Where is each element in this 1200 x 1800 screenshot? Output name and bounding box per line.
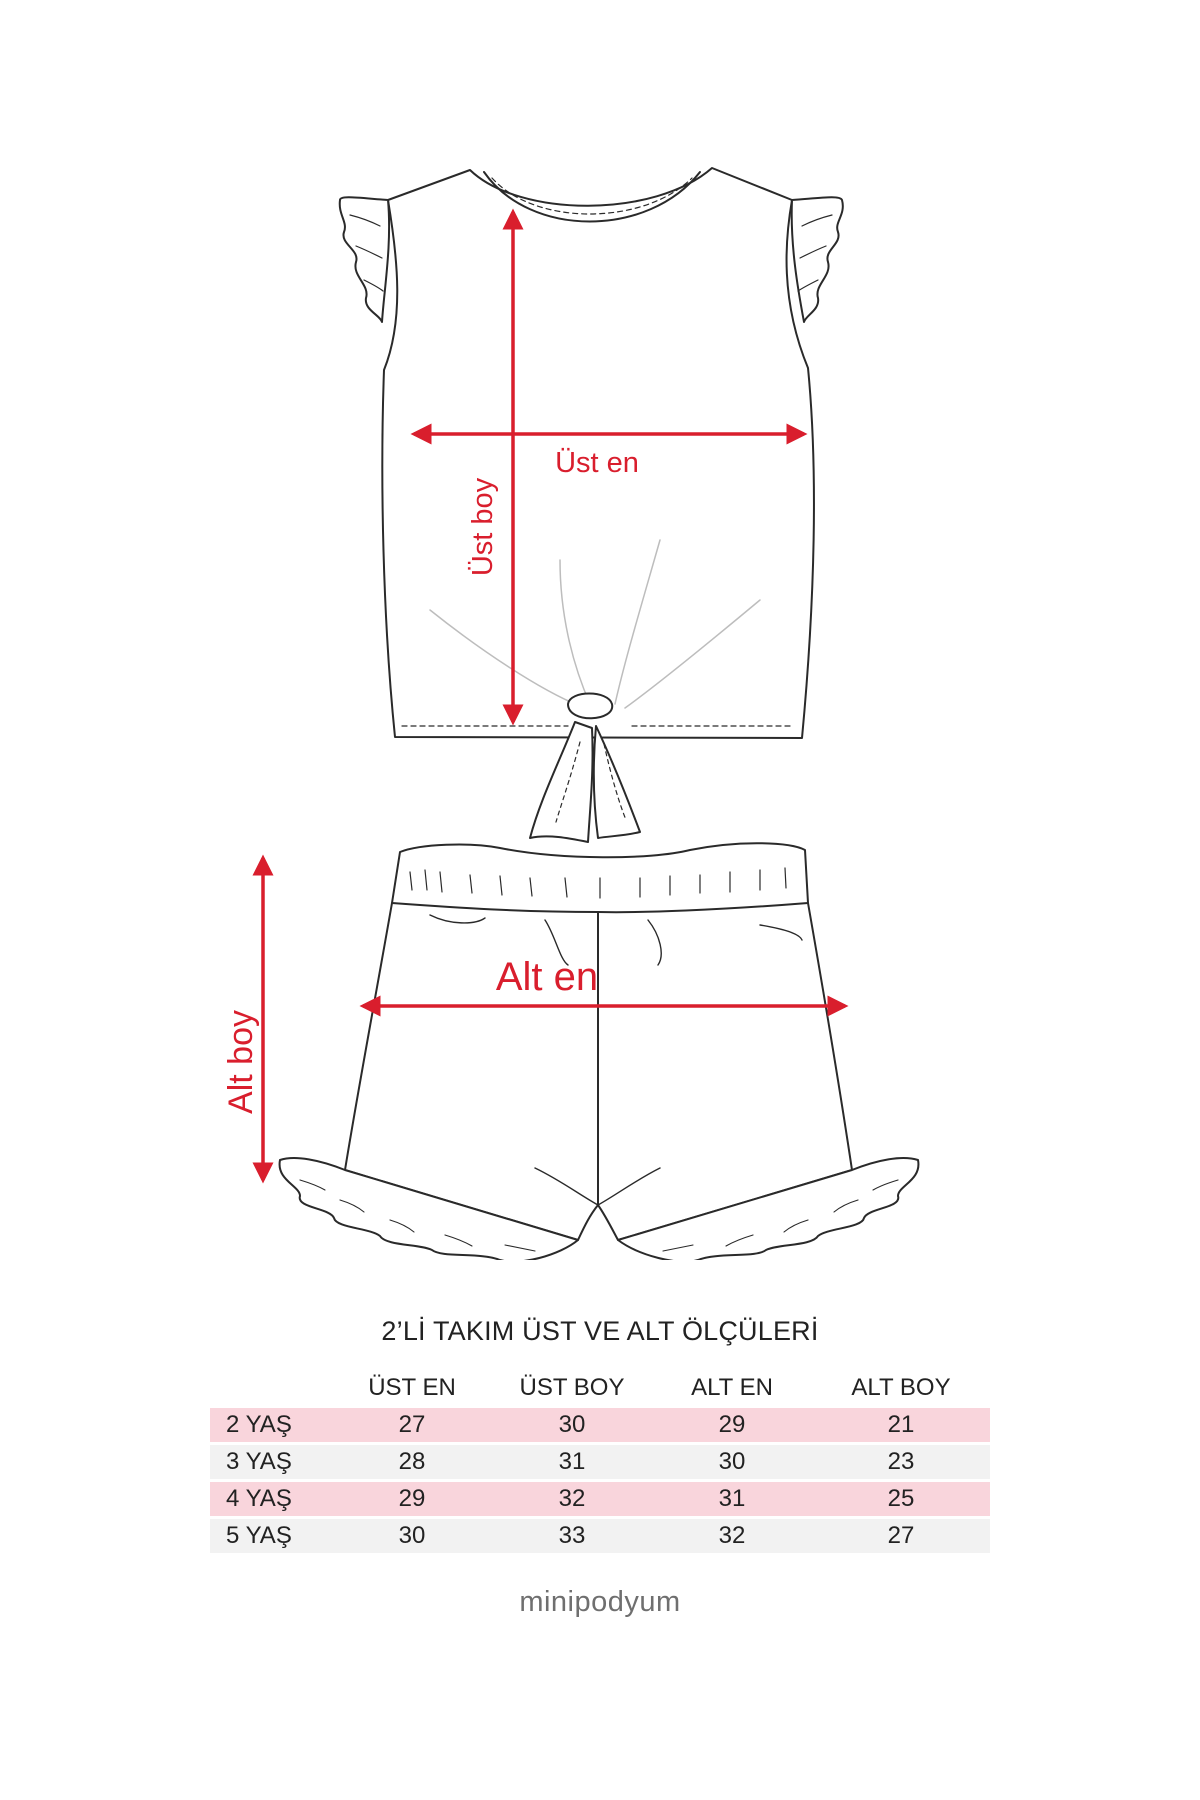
ust-boy-label: Üst boy — [467, 477, 499, 577]
table-header-alt-en: ALT EN — [691, 1374, 773, 1401]
table-cell: 32 — [492, 1481, 652, 1518]
table-cell: 29 — [332, 1481, 492, 1518]
table-cell: 21 — [812, 1408, 990, 1444]
table-row — [210, 1481, 990, 1518]
table-cell: 31 — [652, 1481, 812, 1518]
size-label: 4 YAŞ — [210, 1481, 332, 1518]
table-cell: 25 — [812, 1481, 990, 1518]
table-row — [210, 1408, 990, 1444]
ust-en-label: Üst en — [555, 447, 639, 479]
table-cell: 30 — [492, 1408, 652, 1444]
table-cell: 29 — [652, 1408, 812, 1444]
table-cell: 32 — [652, 1518, 812, 1555]
alt-en-label: Alt en — [495, 955, 599, 999]
table-cell: 27 — [812, 1518, 990, 1555]
table-header-ust-en: ÜST EN — [368, 1374, 456, 1401]
alt-boy-label: Alt boy — [222, 1010, 260, 1114]
table-header-empty — [210, 1368, 332, 1408]
table-cell: 28 — [332, 1444, 492, 1481]
table-cell: 23 — [812, 1444, 990, 1481]
table-header-alt-boy: ALT BOY — [851, 1374, 951, 1401]
size-table-title: 2’Lİ TAKIM ÜST VE ALT ÖLÇÜLERİ — [381, 1316, 819, 1346]
size-table — [210, 1368, 990, 1556]
table-cell: 33 — [492, 1518, 652, 1555]
size-label: 3 YAŞ — [210, 1444, 332, 1481]
size-label: 5 YAŞ — [210, 1518, 332, 1555]
top-sketch-icon — [340, 168, 843, 842]
table-cell: 30 — [332, 1518, 492, 1555]
size-label: 2 YAŞ — [210, 1408, 332, 1444]
table-row — [210, 1444, 990, 1481]
brand-logo: minipodyum — [519, 1586, 681, 1618]
table-header-ust-boy: ÜST BOY — [519, 1374, 625, 1401]
table-cell: 31 — [492, 1444, 652, 1481]
table-cell: 30 — [652, 1444, 812, 1481]
table-header-row — [210, 1368, 990, 1408]
table-row — [210, 1518, 990, 1555]
table-cell: 27 — [332, 1408, 492, 1444]
shorts-sketch-icon — [280, 843, 919, 1260]
